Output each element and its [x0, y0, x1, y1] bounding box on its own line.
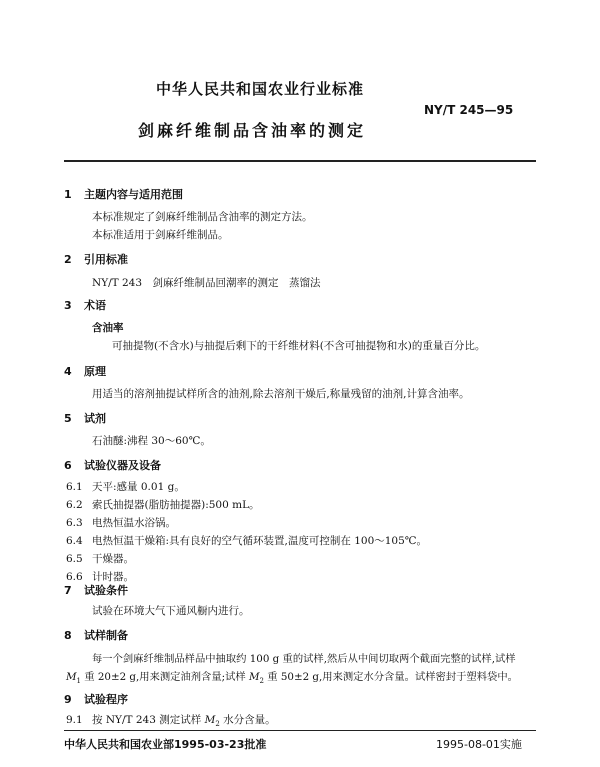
list-item [66, 497, 260, 512]
section-title: 术语 [84, 299, 106, 312]
header-rule [64, 160, 536, 162]
section-title: 试样制备 [84, 629, 128, 642]
item-number: 6.6 [66, 571, 83, 583]
section-number: 7 [64, 584, 72, 597]
section-title: 试验程序 [84, 693, 128, 706]
term-definition: 可抽提物(不含水)与抽提后剩下的干纤维材料(不含可抽提物和水)的重量百分比。 [112, 340, 486, 352]
item-number: 6.5 [66, 553, 83, 565]
section-5-heading [64, 410, 106, 426]
section-2-heading [64, 251, 128, 267]
section-number: 1 [64, 188, 72, 201]
approval-line: 中华人民共和国农业部1995-03-23批准 [64, 738, 267, 751]
text-segment: 重 20±2 g,用来测定油剂含量;试样 [81, 671, 249, 683]
term-name: 含油率 [92, 322, 124, 334]
subscript: 2 [259, 677, 265, 686]
list-item [66, 515, 176, 530]
list-item [66, 712, 276, 728]
item-number: 6.1 [66, 481, 83, 493]
section-1-heading [64, 186, 183, 202]
section-7-heading [64, 582, 128, 598]
text-segment: 按 NY/T 243 测定试样 [92, 714, 205, 726]
section-4-heading [64, 363, 106, 379]
item-text: 电热恒温干燥箱:具有良好的空气循环装置,温度可控制在 100～105℃。 [92, 535, 428, 547]
item-text: 计时器。 [92, 571, 134, 583]
list-item [66, 551, 134, 566]
section-number: 9 [64, 693, 72, 706]
section-8-heading [64, 627, 128, 643]
section-title: 试剂 [84, 412, 106, 425]
section-title: 试验仪器及设备 [84, 459, 161, 472]
subscript: 1 [76, 677, 82, 686]
symbol-m: M [66, 671, 77, 683]
symbol-m: M [249, 671, 260, 683]
section-number: 2 [64, 253, 72, 266]
list-item [66, 479, 185, 494]
section-1-paragraph-1: 本标准规定了剑麻纤维制品含油率的测定方法。 [92, 211, 313, 223]
section-9-heading [64, 691, 128, 707]
text-segment: 重 50±2 g,用来测定水分含量。试样密封于塑料袋中。 [264, 671, 518, 683]
document-title: 剑麻纤维制品含油率的测定 [138, 121, 367, 140]
issuing-organization: 中华人民共和国农业行业标准 [156, 80, 365, 98]
item-text: 干燥器。 [92, 553, 134, 565]
item-number: 6.2 [66, 499, 83, 511]
subscript: 2 [215, 720, 220, 729]
item-number: 6.4 [66, 535, 83, 547]
symbol-m: M [204, 714, 216, 726]
section-number: 8 [64, 629, 72, 642]
text-segment: 水分含量。 [219, 714, 276, 726]
section-8-line-2 [66, 668, 518, 685]
section-1-paragraph-2: 本标准适用于剑麻纤维制品。 [92, 229, 229, 241]
section-number: 4 [64, 365, 72, 378]
section-title: 引用标准 [84, 253, 128, 266]
section-2-reference: NY/T 243 剑麻纤维制品回潮率的测定 蒸馏法 [92, 277, 321, 289]
section-title: 主题内容与适用范围 [84, 188, 183, 201]
section-6-heading [64, 457, 161, 473]
section-number: 6 [64, 459, 72, 472]
section-7-paragraph: 试验在环境大气下通风橱内进行。 [92, 605, 250, 617]
footer-rule [64, 730, 536, 731]
section-4-paragraph: 用适当的溶剂抽提试样所含的油剂,除去溶剂干燥后,称量残留的油剂,计算含油率。 [92, 388, 470, 400]
section-8-line-1: 每一个剑麻纤维制品样品中抽取约 100 g 重的试样,然后从中间切取两个截面完整的试样,试样 [92, 653, 516, 665]
section-title: 原理 [84, 365, 106, 378]
section-title: 试验条件 [84, 584, 128, 597]
item-text: 索氏抽提器(脂肪抽提器):500 mL。 [92, 499, 260, 511]
standard-number: NY/T 245—95 [424, 103, 514, 117]
item-text: 电热恒温水浴锅。 [92, 517, 176, 529]
section-3-heading [64, 297, 106, 313]
section-number: 3 [64, 299, 72, 312]
list-item [66, 533, 427, 548]
section-5-paragraph: 石油醚:沸程 30～60℃。 [92, 435, 211, 447]
section-number: 5 [64, 412, 72, 425]
item-text: 天平:感量 0.01 g。 [92, 481, 185, 493]
item-number: 9.1 [66, 714, 83, 726]
item-number: 6.3 [66, 517, 83, 529]
implementation-date: 1995-08-01实施 [436, 738, 522, 751]
